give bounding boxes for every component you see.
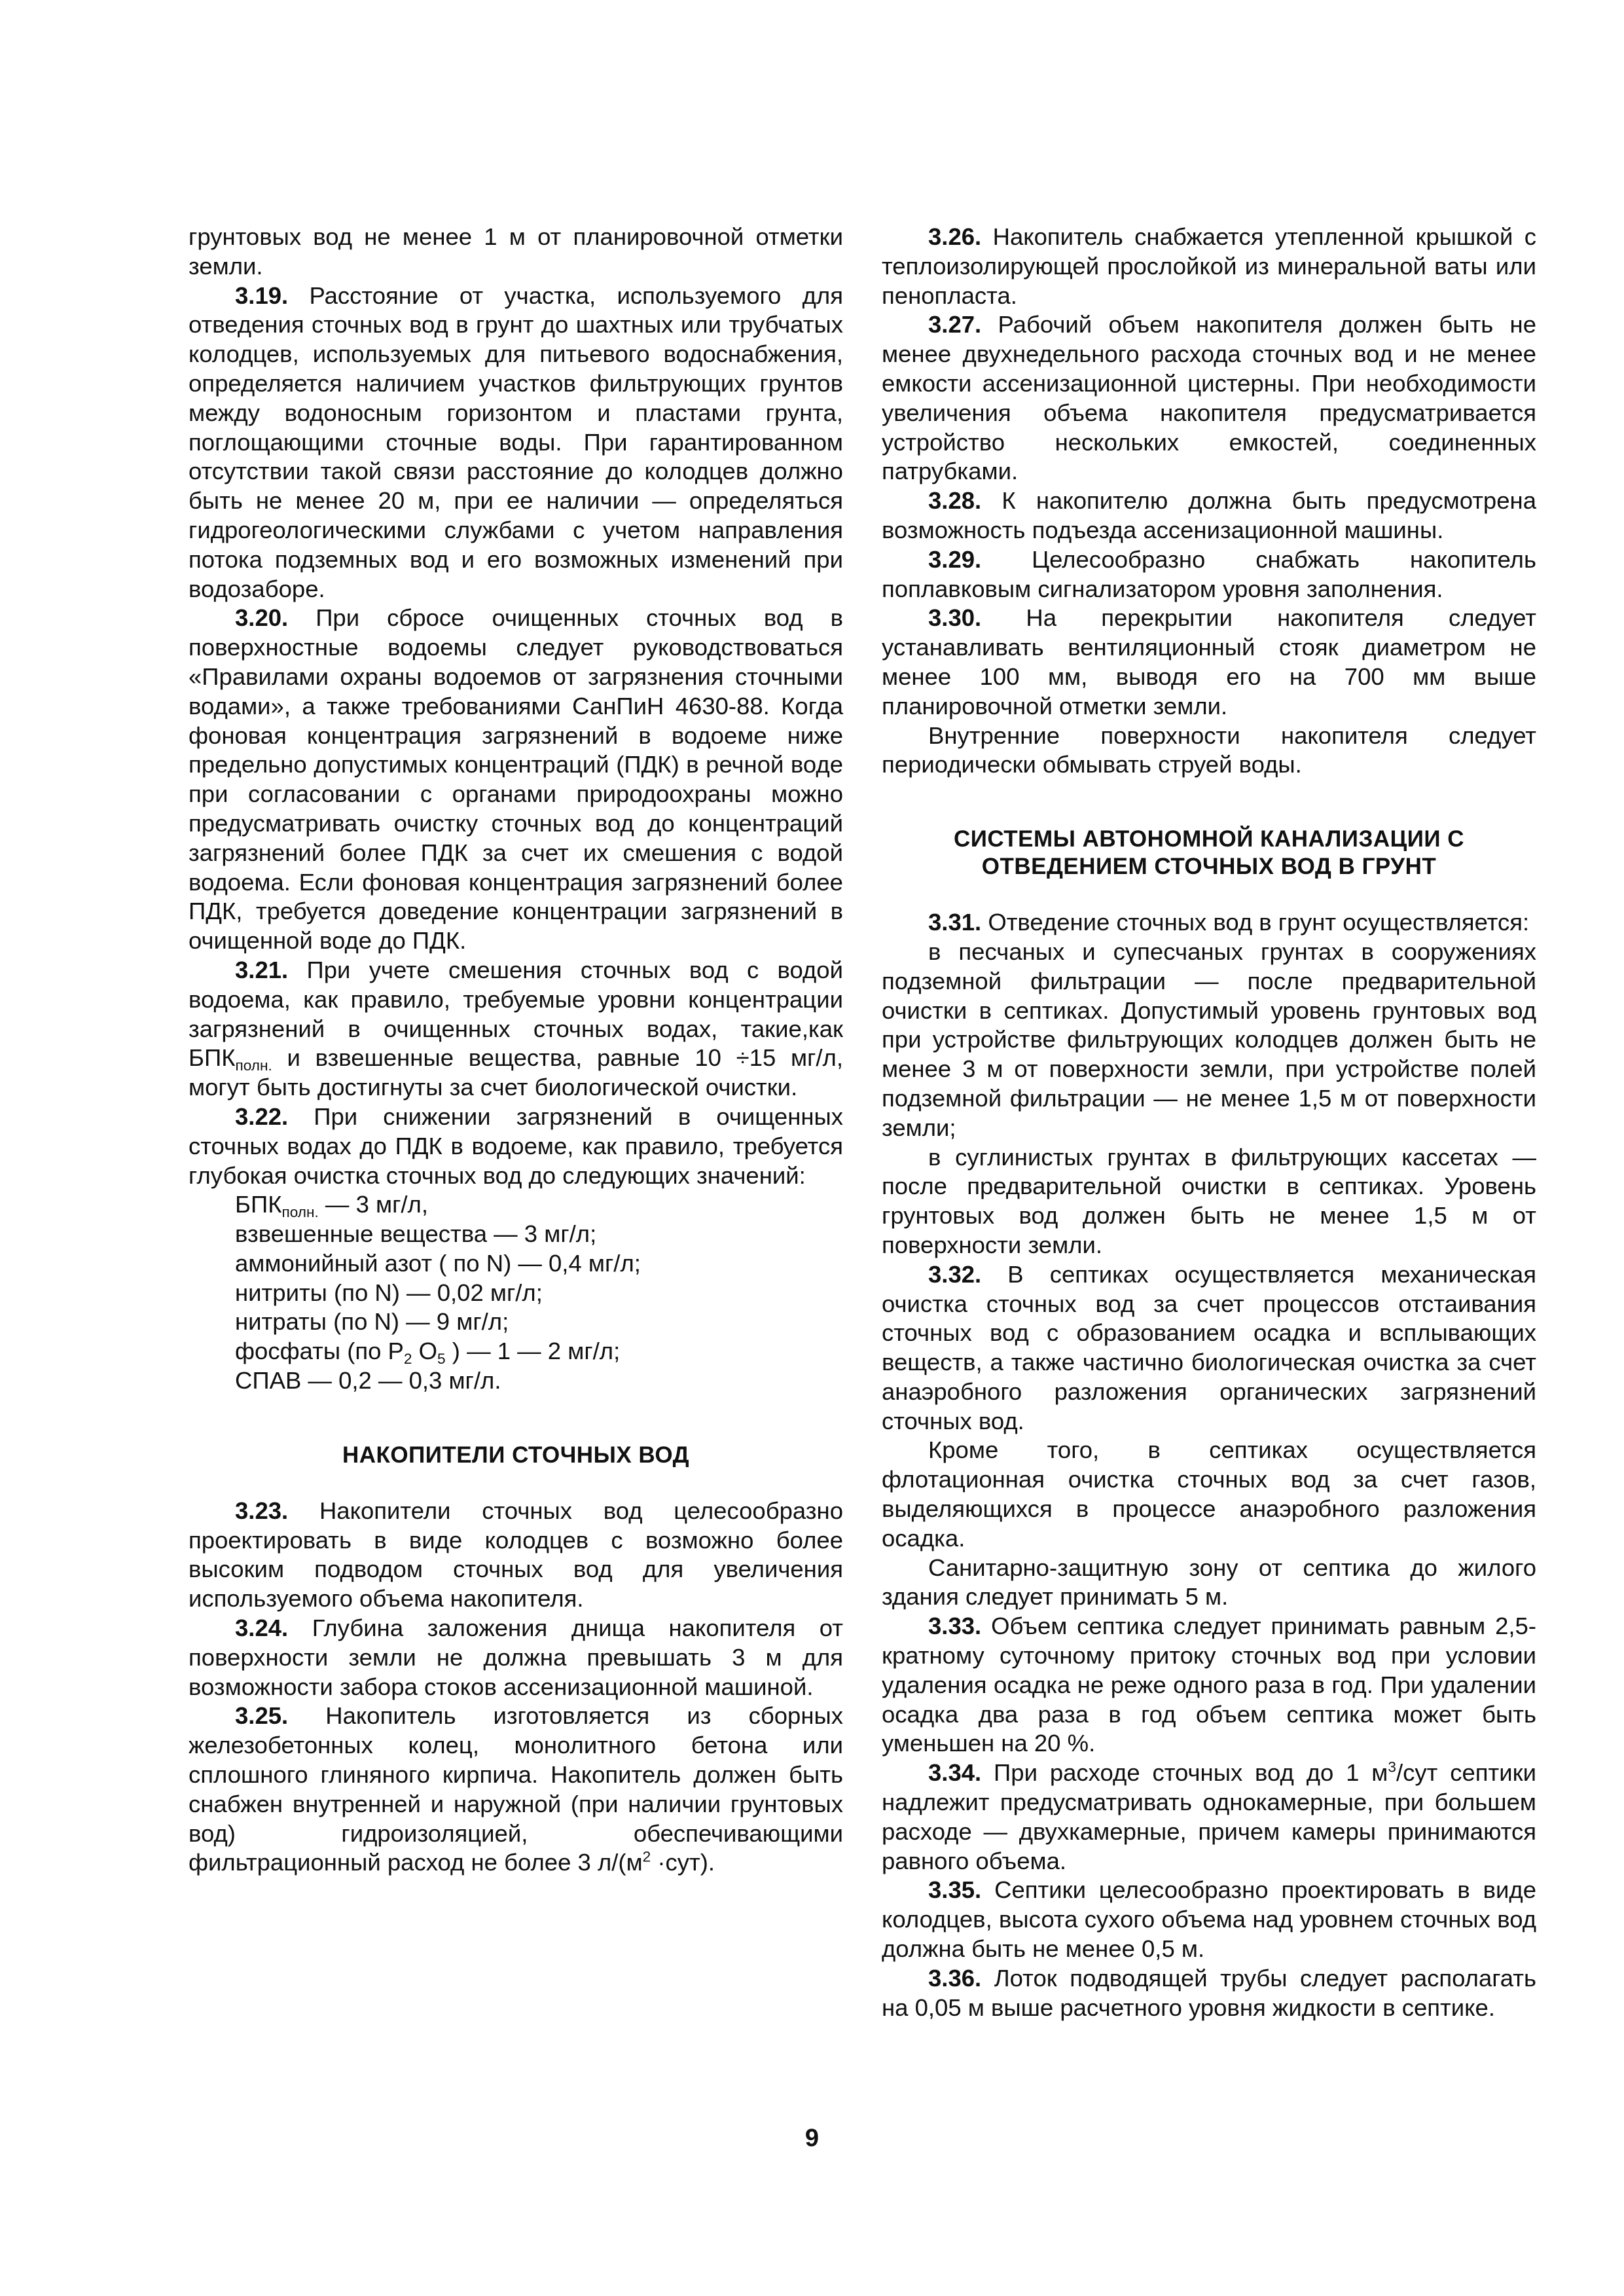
clause-text: /сут септики надлежит предусматривать однокамерные, при большем расходе — двухкамерные, причем камеры принимаются равного объема. [882,1759,1536,1874]
superscript: 3 [1388,1758,1396,1776]
clause-3-23 [189,1497,843,1614]
clause-number: 3.33. [928,1613,982,1640]
list-item [189,1337,843,1366]
spacer [882,881,1536,908]
page-number: 9 [804,2124,820,2152]
clause-text: Накопитель снабжается утепленной крышкой с теплоизолирующей прослойкой из минеральной ваты или пенопласта. [882,223,1536,309]
clause-3-36 [882,1964,1536,2023]
limits-list [189,1190,843,1396]
clause-3-27 [882,310,1536,486]
clause-text: Объем септика следует принимать равным 2,5-кратному суточному притоку сточных вод при условии удаления осадка не реже одного раза в год. При удалении осадка два раза в год объем септика может быть уменьшен на 20 %. [882,1613,1536,1757]
list-item: нитраты (по N) — 9 мг/л; [235,1308,509,1336]
clause-number: 3.29. [928,545,982,573]
spacer [189,1396,843,1442]
clause-3-21 [189,956,843,1102]
list-text: БПК [235,1191,282,1218]
subscript: полн. [235,1057,272,1074]
list-item: СПАВ — 0,2 — 0,3 мг/л. [235,1367,501,1394]
clause-3-30 [882,604,1536,721]
clause-number: 3.30. [928,604,982,632]
clause-3-33 [882,1612,1536,1758]
clause-text: Целесообразно снабжать накопитель поплавковым сигнализатором уровня заполнения. [882,545,1536,602]
paragraph-intro: грунтовых вод не менее 1 м от планировочной отметки земли. [189,223,843,280]
clause-number: 3.25. [235,1702,289,1730]
clause-3-20 [189,604,843,956]
paragraph-cleaning: Внутренние поверхности накопителя следует периодически обмывать струей воды. [882,721,1536,778]
clause-text: В септиках осуществляется механическая очистка сточных вод за счет процессов отстаивания сточных вод с образованием осадка и всплывающих веществ, а также частично биологическая очистка за счет анаэробного разложения органических загрязнений сточных вод. [882,1260,1536,1434]
list-text: — 3 мг/л, [318,1191,428,1218]
superscript: 2 [642,1848,651,1865]
clause-3-25 [189,1702,843,1878]
clause-number: 3.26. [928,223,982,250]
list-text: O [412,1338,438,1365]
clause-number: 3.34. [928,1759,982,1787]
clause-3-31 [882,908,1536,938]
clause-number: 3.23. [235,1497,289,1524]
clause-number: 3.32. [928,1260,982,1288]
clause-text: При сбросе очищенных сточных вод в поверхностные водоемы следует руководствоваться «Правилами охраны водоемов от загрязнения сточными водами», а также требованиями СанПиН 4630-88. Когда фоновая концентрация загрязнений в водоеме ниже предельно допустимых концентраций (ПДК) в речной воде при согласовании с органами природоохраны можно предусматривать очистку сточных вод до концентраций загрязнений более ПДК за счет их смешения с водой водоема. Если фоновая концентрация загрязнений более ПДК, требуется доведение концентрации загрязнений в очищенной воде до ПДК. [189,604,843,955]
clause-text: На перекрытии накопителя следует устанавливать вентиляционный стояк диаметром не менее 100 мм, выводя его на 700 мм выше планировочной отметки земли. [882,604,1536,720]
clause-text: Накопители сточных вод целесообразно проектировать в виде колодцев с возможно более высоким подводом сточных вод для увеличения используемого объема накопителя. [189,1497,843,1613]
clause-number: 3.20. [235,604,289,632]
list-item: аммонийный азот ( по N) — 0,4 мг/л; [235,1249,641,1277]
clause-text: и взвешенные вещества, равные 10 ÷15 мг/л, могут быть достигнуты за счет биологической очистки. [189,1044,843,1101]
paragraph-loamy-soils: в суглинистых грунтах в фильтрующих кассетах — после предварительной очистки в септиках. Уровень грунтовых вод должен быть не менее 1,5 м от поверхности земли. [882,1143,1536,1258]
subscript: 2 [403,1351,412,1368]
clause-text: Рабочий объем накопителя должен быть не менее двухнедельного расхода сточных вод и не менее емкости ассенизационной цистерны. При необходимости увеличения объема накопителя предусматривается устройство нескольких емкостей, соединенных патрубками. [882,311,1536,485]
clause-3-28 [882,486,1536,545]
clause-number: 3.27. [928,311,982,338]
clause-number: 3.21. [235,956,289,983]
clause-3-26 [882,223,1536,310]
list-text: ) — 1 — 2 мг/л; [445,1338,621,1365]
clause-3-35 [882,1876,1536,1963]
clause-text: При расходе сточных вод до 1 м [981,1759,1388,1787]
section-heading-systems: СИСТЕМЫ АВТОНОМНОЙ КАНАЛИЗАЦИИ С ОТВЕДЕНИЕМ СТОЧНЫХ ВОД В ГРУНТ [953,826,1465,880]
clause-text: Глубина заложения днища накопителя от поверхности земли не должна превышать 3 м для возможности забора стоков ассенизационной машиной. [189,1614,843,1700]
clause-3-29 [882,545,1536,604]
section-heading-storage: НАКОПИТЕЛИ СТОЧНЫХ ВОД [342,1442,690,1468]
clause-text: При снижении загрязнений в очищенных сточных водах до ПДК в водоеме, как правило, требуется глубокая очистка сточных вод до следующих значений: [189,1102,843,1189]
clause-text: Лоток подводящей трубы следует располагать на 0,05 м выше расчетного уровня жидкости в септике. [882,1964,1536,2021]
clause-text: Отведение сточных вод в грунт осуществляется: [981,909,1530,936]
clause-number: 3.19. [235,282,289,309]
clause-3-22 [189,1102,843,1190]
list-item [189,1190,843,1220]
list-item: нитриты (по N) — 0,02 мг/л; [235,1279,543,1306]
paragraph-flotation: Кроме того, в септиках осуществляется флотационная очистка сточных вод за счет газов, выделяющихся в процессе анаэробного разложения осадка. [882,1436,1536,1552]
clause-text: К накопителю должна быть предусмотрена возможность подъезда ассенизационной машины. [882,487,1536,543]
clause-number: 3.28. [928,487,982,515]
right-column [882,223,1536,2022]
paragraph-sanitary-zone: Санитарно-защитную зону от септика до жилого здания следует принимать 5 м. [882,1554,1536,1611]
clause-text: ·сут). [651,1849,715,1876]
clause-3-32 [882,1260,1536,1436]
clause-number: 3.31. [928,909,982,936]
clause-number: 3.35. [928,1876,982,1904]
clause-3-24 [189,1614,843,1702]
clause-text: Накопитель изготовляется из сборных железобетонных колец, монолитного бетона или сплошного глиняного кирпича. Накопитель должен быть снабжен внутренней и наружной (при наличии грунтовых вод) гидроизоляцией, обеспечивающими фильтрационный расход не более 3 л/(м [189,1702,843,1876]
clause-text: Расстояние от участка, используемого для отведения сточных вод в грунт до шахтных или трубчатых колодцев, используемых для питьевого водоснабжения, определяется наличием участков фильтрующих грунтов между водоносным горизонтом и пластами грунта, поглощающими сточные воды. При гарантированном отсутствии такой связи расстояние до колодцев должно быть не менее 20 м, при ее наличии — определяться гидрогеологическими службами с учетом направления потока подземных вод и его возможных изменений при водозаборе. [189,282,843,602]
clause-number: 3.22. [235,1102,289,1130]
subscript: полн. [281,1204,319,1221]
paragraph-sandy-soils: в песчаных и супесчаных грунтах в сооружениях подземной фильтрации — после предварительной очистки в септиках. Допустимый уровень грунтовых вод при устройстве фильтрующих колодцев должен быть не менее 3 м от поверхности земли, при устройстве полей подземной фильтрации — не менее 1,5 м от поверхности земли; [882,938,1536,1141]
clause-text: Септики целесообразно проектировать в виде колодцев, высота сухого объема над уровнем сточных вод должна быть не менее 0,5 м. [882,1876,1536,1963]
spacer [882,780,1536,826]
clause-text: При учете смешения сточных вод с водой водоема, как правило, требуемые уровни концентрации загрязнений в очищенных сточных водах, такие,как БПК [189,956,843,1072]
clause-3-34 [882,1758,1536,1876]
clause-number: 3.36. [928,1964,982,1992]
list-text: фосфаты (по P [235,1338,404,1365]
left-column [189,223,843,1878]
clause-3-19 [189,282,843,604]
clause-number: 3.24. [235,1614,289,1642]
subscript: 5 [437,1351,446,1368]
list-item: взвешенные вещества — 3 мг/л; [235,1220,597,1248]
spacer [189,1469,843,1497]
